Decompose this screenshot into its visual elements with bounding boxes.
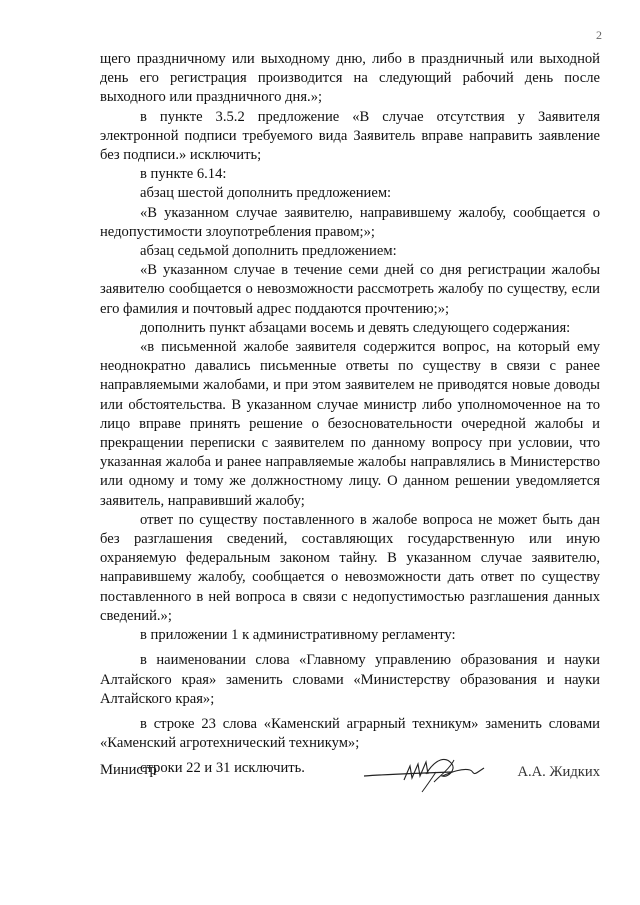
paragraph-line-23: в строке 23 слова «Каменский аграрный техникум» заменить словами «Каменский агротехнический техникум»; (100, 715, 600, 752)
paragraph-lines-22-31: строки 22 и 31 исключить. (140, 760, 305, 777)
paragraph-add-eight-nine: дополнить пункт абзацами восемь и девять следующего содержания: (140, 319, 571, 336)
paragraph-continuation: щего праздничному или выходному дню, либо в праздничный или выходной день его регистрация производится на следующий рабочий день после выходного или праздничного дня.»; (100, 51, 600, 106)
paragraph-repeated-complaint: «в письменной жалобе заявителя содержится вопрос, на который ему неоднократно давались письменные ответы по существу в связи с ранее направляемыми жалобами, и при этом заявителем не приводятся новые доводы или обстоятельства. В указанном случае министр либо уполномоченное на то лицо вправе принять решение о безосновательности очередной жалобы и прекращении переписки с заявителем по данному вопросу при условии, что указанная жалоба и ранее направляемые жалобы направлялись в Министерство или одному и тому же должностному лицу. О данном решении уведомляется заявитель, направивший жалобу; (100, 339, 600, 509)
paragraph-quote-abuse: «В указанном случае заявителю, направившему жалобу, сообщается о недопустимости злоупотребления правом;»; (100, 204, 600, 240)
paragraph-name-replace: в наименовании слова «Главному управлению образования и науки Алтайского края» заменить словами «Министерству образования и науки Алтайского края»; (100, 652, 600, 707)
handwritten-signature-icon (362, 752, 512, 815)
signer-name: А.А. Жидких (517, 764, 600, 780)
paragraph-appendix-1: в приложении 1 к административному регламенту: (140, 627, 456, 644)
paragraph-sixth-abzac: абзац шестой дополнить предложением: (140, 185, 392, 202)
document-body (100, 50, 600, 779)
signer-title: Министр (100, 762, 157, 778)
paragraph-quote-seven-days: «В указанном случае в течение семи дней со дня регистрации жалобы заявителю сообщается о невозможности рассмотреть жалобу по существу, если его фамилия и почтовый адрес поддаются прочтению;»; (100, 262, 600, 317)
paragraph-seventh-abzac: абзац седьмой дополнить предложением: (140, 243, 397, 260)
page-number: 2 (596, 28, 602, 42)
signature-block (100, 752, 600, 812)
paragraph-6-14-heading: в пункте 6.14: (140, 166, 227, 183)
paragraph-3-5-2: в пункте 3.5.2 предложение «В случае отсутствия у Заявителя электронной подписи требуемого вида Заявитель вправе направить заявление без подписи.» исключить; (100, 108, 600, 164)
paragraph-secret-info: ответ по существу поставленного в жалобе вопроса не может быть дан без разглашения сведений, составляющих государственную или иную охраняемую федеральным законом тайну. В указанном случае заявителю, направившему жалобу, сообщается о невозможности дать ответ по существу поставленного в ней вопроса в связи с недопустимостью разглашения данных сведений.»; (100, 511, 600, 624)
